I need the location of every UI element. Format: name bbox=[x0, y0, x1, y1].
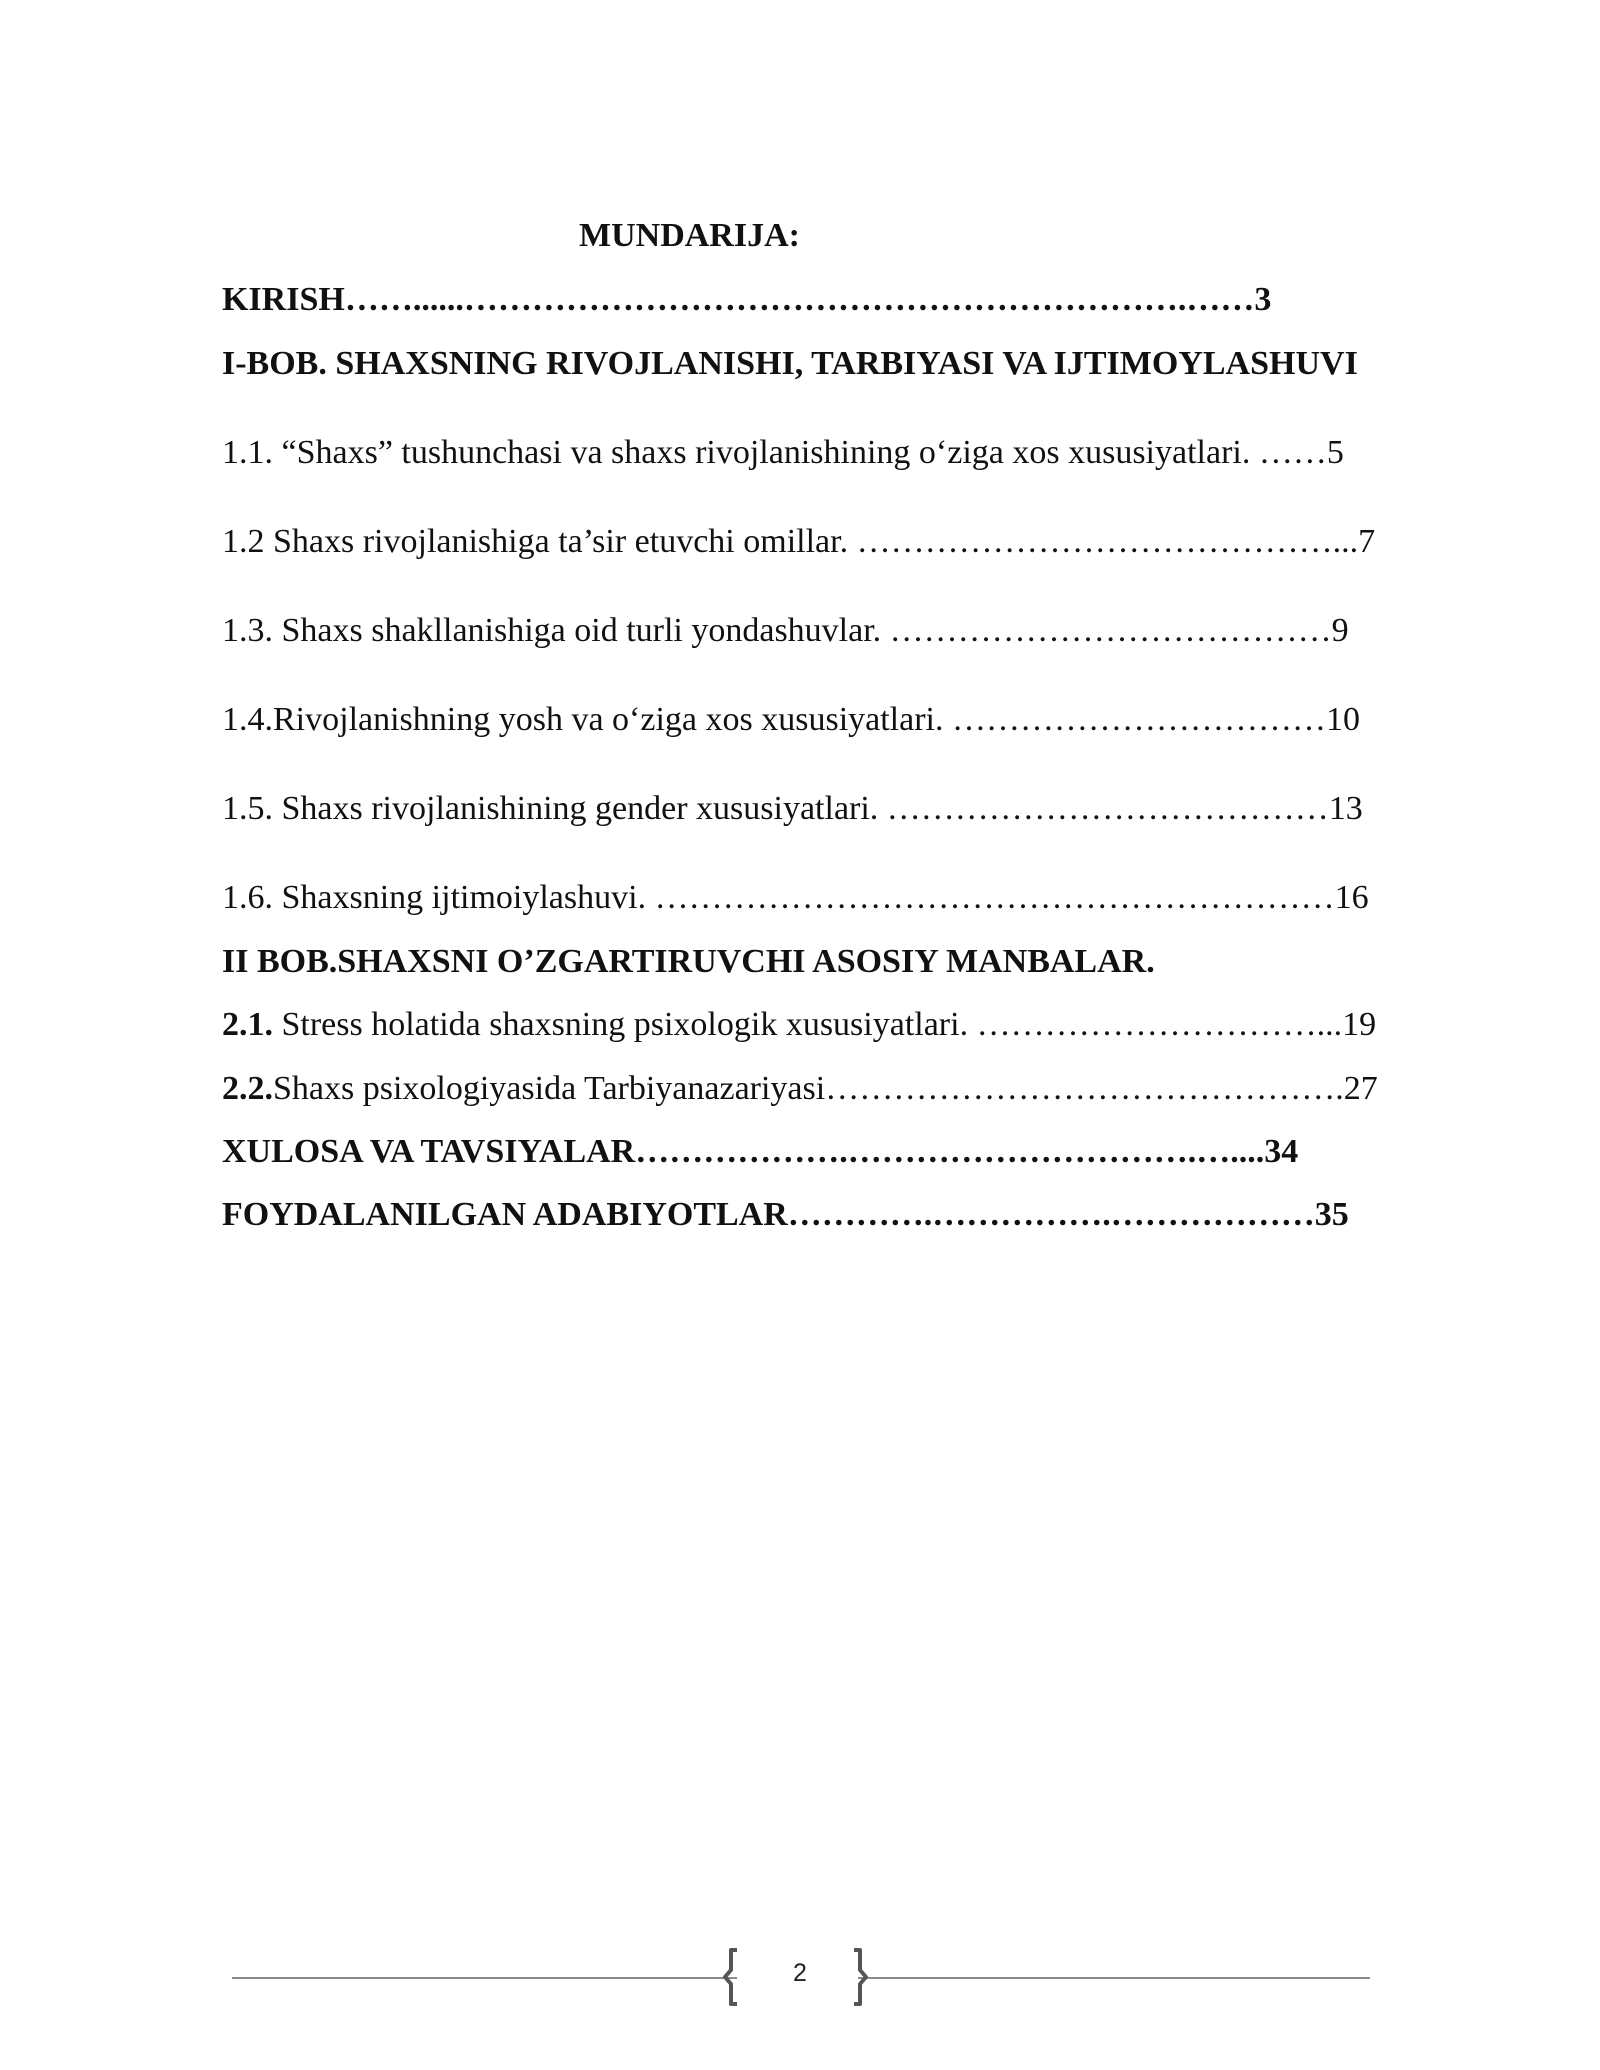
toc-entry-2-1: 2.1. Stress holatida shaxsning psixologik xususiyatlari. …………………………...19 bbox=[222, 1006, 1377, 1043]
footer-rule-right bbox=[858, 1977, 1370, 1979]
toc-entry-1-2: 1.2 Shaxs rivojlanishiga ta’sir etuvchi omillar. ……………………………………...7 bbox=[222, 523, 1376, 560]
toc-entry-1-3: 1.3. Shaxs shakllanishiga oid turli yondashuvlar. …………………………………9 bbox=[222, 612, 1349, 649]
toc-chapter-1-heading: I-BOB. SHAXSNING RIVOJLANISHI, TARBIYASI VA IJTIMOYLASHUVI bbox=[222, 345, 1358, 382]
toc-entry-kirish: KIRISH……......……………………………………………………….……3 bbox=[222, 281, 1272, 318]
toc-entry-1-1: 1.1. “Shaxs” tushunchasi va shaxs rivojlanishining o‘ziga xos xususiyatlari. ……5 bbox=[222, 434, 1344, 471]
toc-entry-xulosa: XULOSA VA TAVSIYALAR……………….………………………….…....34 bbox=[222, 1133, 1299, 1170]
page-number: 2 bbox=[793, 1959, 807, 1987]
toc-entry-1-5: 1.5. Shaxs rivojlanishining gender xususiyatlari. …………………………………13 bbox=[222, 790, 1363, 827]
right-brace-icon bbox=[835, 1946, 895, 2008]
toc-title: MUNDARIJA: bbox=[579, 217, 800, 254]
toc-chapter-2-heading: II BOB.SHAXSNI O’ZGARTIRUVCHI ASOSIY MANBALAR. bbox=[222, 943, 1155, 980]
toc-entry-2-2: 2.2.Shaxs psixologiyasida Tarbiyanazariyasi……………………………………….27 bbox=[222, 1070, 1378, 1107]
footer-rule-left bbox=[232, 1977, 737, 1979]
toc-entry-1-4: 1.4.Rivojlanishning yosh va o‘ziga xos xususiyatlari. ……………………………10 bbox=[222, 701, 1360, 738]
toc-entry-adabiyotlar: FOYDALANILGAN ADABIYOTLAR………….…………….………………35 bbox=[222, 1196, 1349, 1233]
toc-entry-1-6: 1.6. Shaxsning ijtimoiylashuvi. ……………………………………………………16 bbox=[222, 879, 1369, 916]
